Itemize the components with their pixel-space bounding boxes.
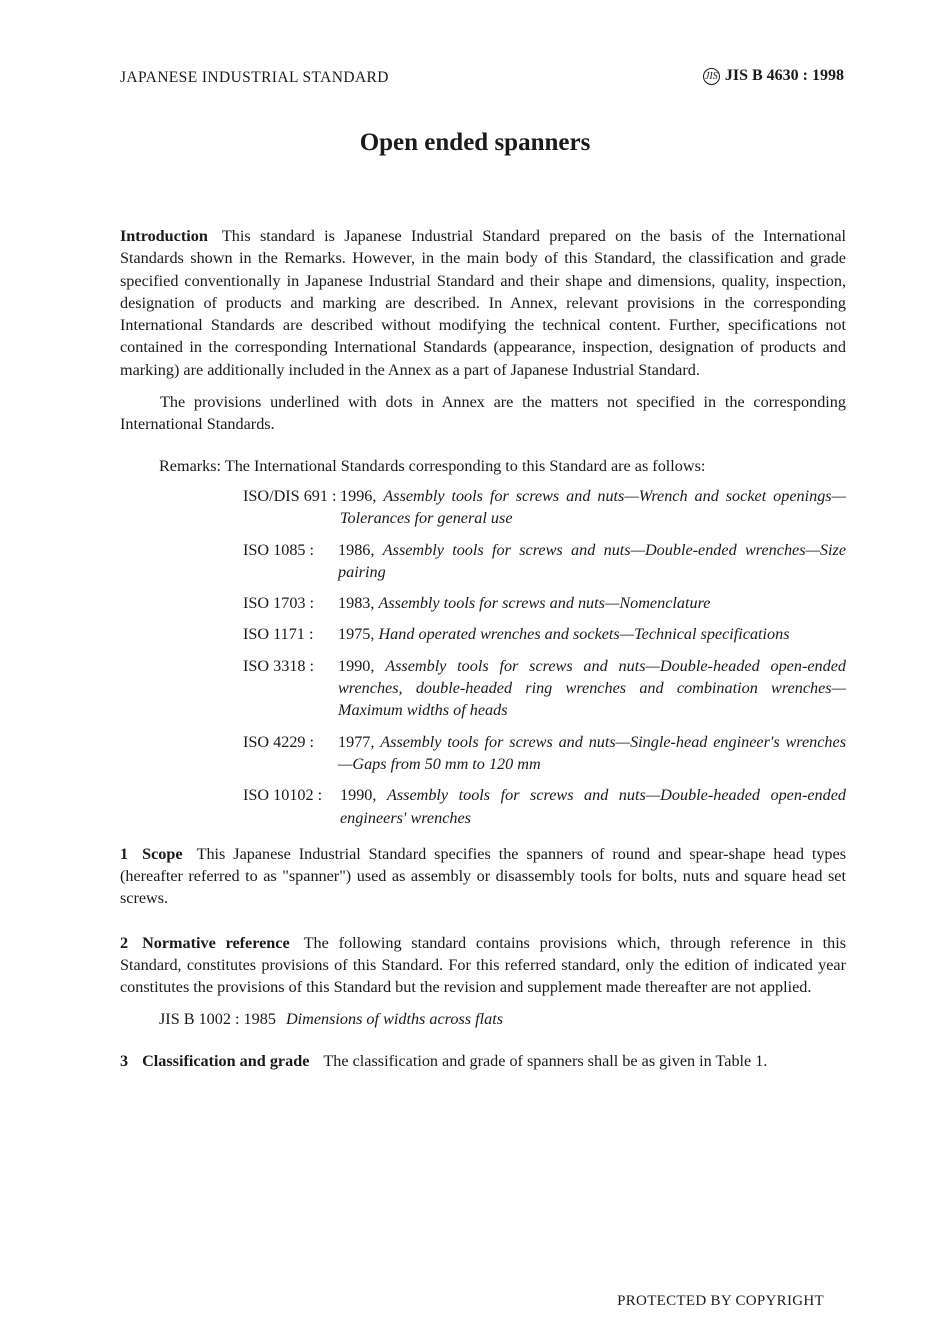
remarks-item-code: ISO 1085 : (243, 540, 315, 559)
section-heading: Classification and grade (142, 1051, 310, 1070)
section-text: The following standard contains provisions which, through reference in this Standard, constitutes provisions of this Standard. For this referred standard, only the edition of indicated year constitutes the provisions of this Standard but the revision and supplement made thereafter are not applied. (120, 933, 846, 997)
normative-reference-title: Dimensions of widths across flats (285, 1009, 503, 1028)
remarks-item-text (338, 623, 846, 645)
remarks-item-title: Assembly tools for screws and nuts—Single-head engineer's wrenches—Gaps from 50 mm to 120 mm (338, 732, 846, 773)
remarks-item-year: 1986, (338, 540, 375, 559)
remarks-item-code: ISO 4229 : (243, 732, 315, 751)
remarks-item-title: Hand operated wrenches and sockets—Technical specifications (378, 625, 790, 644)
header-standard-number: JIS B 4630 : 1998 (724, 67, 844, 84)
section-text: This Japanese Industrial Standard specifies the spanners of round and spear-shape head types (hereafter referred to as "spanner") used as assembly or disassembly tools for bolts, nuts and square head set screws. (120, 844, 846, 908)
introduction-heading: Introduction (120, 227, 208, 245)
section-number: 3 (120, 1051, 129, 1070)
header-standard (703, 67, 844, 85)
section-classification (120, 1050, 846, 1072)
remarks-item-code: ISO 10102 : (243, 786, 323, 805)
remarks-item-text (338, 731, 846, 776)
section-scope (120, 843, 846, 910)
remarks-item-year: 1996, (340, 486, 377, 505)
remarks-item (120, 592, 846, 614)
remarks-item (120, 485, 846, 530)
remarks-list (120, 485, 846, 829)
section-heading: Normative reference (142, 933, 290, 952)
section-number: 1 (120, 844, 129, 863)
section-normative-reference (120, 932, 846, 999)
remarks-item (120, 784, 846, 829)
remarks-item-text (338, 655, 846, 722)
remarks-item (120, 539, 846, 584)
introduction-text: This standard is Japanese Industrial Standard prepared on the basis of the International Standards shown in the Remarks. However, in the main body of this Standard, the classification and grade specified conventionally in Japanese Industrial Standard and their shape and dimensions, quality, inspection, designation of products and marking are described. In Annex, relevant provisions in the corresponding International Standards are described without modifying the technical content. Further, specifications not contained in the corresponding International Standards (appearance, inspection, designation of products and marking) are additionally included in the Annex as a part of Japanese Industrial Standard. (120, 227, 846, 379)
copyright-footer: PROTECTED BY COPYRIGHT (617, 1293, 824, 1309)
remarks-item (120, 655, 846, 722)
remarks-item-code: ISO/DIS 691 : (243, 486, 337, 505)
remarks-item-code: ISO 1703 : (243, 594, 315, 613)
header-org: JAPANESE INDUSTRIAL STANDARD (120, 69, 389, 86)
remarks-item-year: 1983, (338, 594, 375, 613)
remarks-item-text (338, 539, 846, 584)
remarks-item-year: 1990, (338, 656, 375, 675)
remarks-item-year: 1977, (338, 732, 375, 751)
document-body (120, 225, 846, 1072)
normative-reference-code: JIS B 1002 : 1985 (159, 1009, 276, 1028)
section-heading: Scope (142, 844, 183, 863)
remarks-item-title: Assembly tools for screws and nuts—Double-headed open-ended wrenches, double-headed ring wrenches and combination wrenches—Maximum widths of heads (338, 656, 846, 720)
remarks-item-title: Assembly tools for screws and nuts—Nomenclature (378, 594, 711, 613)
remarks-item-code: ISO 3318 : (243, 656, 315, 675)
remarks-intro (120, 455, 846, 477)
document-title: Open ended spanners (359, 129, 591, 156)
introduction-paragraph (120, 225, 846, 381)
introduction-paragraph-2: The provisions underlined with dots in Annex are the matters not specified in the corresponding International Standards. (120, 393, 846, 434)
remarks-item-text (340, 485, 846, 530)
remarks-item (120, 731, 846, 776)
remarks-label: Remarks: (159, 456, 222, 475)
remarks-item-year: 1975, (338, 625, 375, 644)
remarks-item-year: 1990, (340, 786, 377, 805)
remarks-item-code: ISO 1171 : (243, 625, 314, 644)
remarks-intro-text: The International Standards corresponding to this Standard are as follows: (224, 456, 706, 475)
jis-mark-icon: JIS (703, 68, 720, 85)
section-number: 2 (120, 933, 129, 952)
normative-reference-item (120, 1008, 846, 1030)
remarks-item-text (338, 592, 846, 614)
remarks-item-title: Assembly tools for screws and nuts—Double-ended wrenches—Size pairing (338, 540, 846, 581)
remarks-item-title: Assembly tools for screws and nuts—Wrench and socket openings—Tolerances for general use (340, 486, 846, 528)
remarks-item (120, 623, 846, 645)
section-text: The classification and grade of spanners shall be as given in Table 1. (323, 1051, 768, 1070)
remarks-item-text (340, 784, 846, 829)
remarks-item-title: Assembly tools for screws and nuts—Double-headed open-ended engineers' wrenches (340, 786, 847, 827)
